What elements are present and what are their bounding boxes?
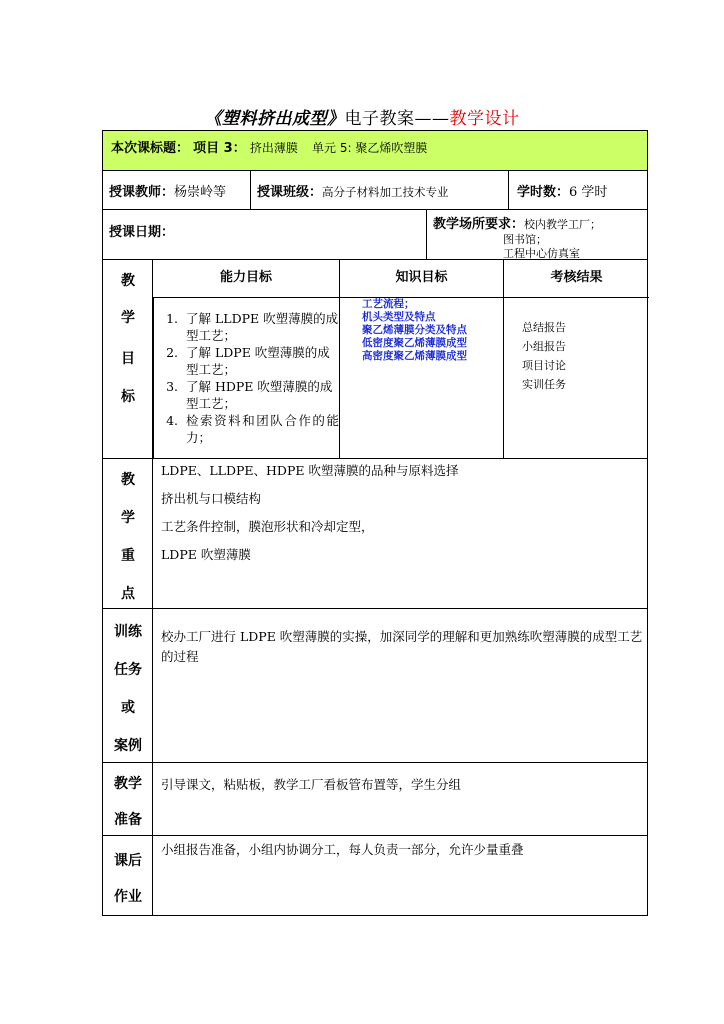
side-char: 学	[121, 510, 135, 526]
title-course: 《塑料挤出成型》	[204, 109, 345, 129]
side-char: 标	[121, 389, 135, 405]
venue-label: 教学场所要求：	[433, 217, 525, 232]
hours-label: 学时数：	[517, 185, 570, 200]
ability-list	[154, 310, 339, 446]
page-title	[0, 104, 724, 129]
venue-item: 校内教学工厂；	[524, 218, 602, 231]
side-char: 点	[121, 586, 135, 602]
key-point-item: 工艺条件控制，膜泡形状和冷却定型，	[161, 519, 374, 534]
lesson-title-row	[103, 131, 647, 171]
assessment-header: 考核结果	[550, 270, 603, 285]
homework-row	[103, 836, 647, 916]
teacher-row	[103, 171, 647, 210]
ability-item: 2. 了解 LDPE 吹塑薄膜的成型工艺；	[182, 344, 339, 378]
knowledge-cell	[340, 298, 504, 459]
teacher-value: 杨崇岭等	[174, 185, 227, 200]
key-point-item: LDPE 吹塑薄膜	[161, 547, 251, 562]
assessment-item: 项目讨论	[522, 359, 566, 372]
side-char: 课后	[114, 853, 142, 869]
assessment-cell	[504, 298, 649, 459]
key-point-item: 挤出机与口模结构	[161, 491, 262, 506]
key-points-row	[103, 459, 647, 609]
venue-cell	[427, 210, 649, 259]
preparation-text: 引导课文，粘贴板，教学工厂看板管布置等，学生分组	[161, 777, 462, 792]
assessment-item: 小组报告	[522, 340, 566, 353]
venue-item: 工程中心仿真室	[503, 247, 580, 260]
homework-side-label	[103, 836, 153, 916]
side-char: 学	[121, 310, 135, 326]
training-side-label	[103, 609, 153, 762]
lesson-label: 本次课标题：	[111, 141, 190, 156]
side-char: 案例	[114, 738, 142, 754]
homework-text: 小组报告准备，小组内协调分工，每人负责一部分，允许少量重叠	[161, 842, 524, 857]
side-char: 训练	[114, 624, 142, 640]
key-point-item: LDPE、LLDPE、HDPE 吹塑薄膜的品种与原料选择	[161, 463, 459, 478]
side-char: 教	[121, 273, 135, 289]
class-value: 高分子材料加工技术专业	[322, 185, 449, 199]
date-row	[103, 210, 647, 260]
title-highlight: 教学设计	[449, 109, 520, 129]
knowledge-item: 工艺流程；	[362, 298, 415, 310]
class-cell	[251, 171, 509, 209]
unit-value: 单元 5: 聚乙烯吹塑膜	[312, 141, 428, 155]
ability-cell	[153, 298, 340, 459]
venue-item: 图书馆；	[503, 233, 547, 246]
side-char: 准备	[114, 812, 142, 828]
date-label: 授课日期：	[109, 225, 175, 240]
side-char: 重	[121, 548, 135, 564]
side-char: 教学	[114, 776, 142, 792]
project-value: 挤出薄膜	[249, 141, 298, 155]
title-middle: 电子教案——	[344, 109, 450, 129]
preparation-side-label	[103, 763, 153, 835]
knowledge-header: 知识目标	[340, 260, 504, 297]
date-cell	[103, 210, 427, 259]
assessment-item: 总结报告	[522, 321, 566, 334]
side-char: 或	[121, 700, 135, 716]
ability-item: 4. 检索资料和团队合作的能力；	[182, 412, 339, 446]
teacher-cell	[103, 171, 251, 209]
ability-item: 3. 了解 HDPE 吹塑薄膜的成型工艺；	[182, 378, 339, 412]
hours-cell	[509, 171, 649, 209]
knowledge-item: 低密度聚乙烯薄膜成型	[362, 337, 467, 349]
lesson-plan-table	[102, 130, 648, 916]
training-row	[103, 609, 647, 763]
ability-header: 能力目标	[153, 260, 340, 297]
objectives-header	[153, 260, 649, 298]
knowledge-item: 机头类型及特点	[362, 311, 436, 323]
knowledge-item: 聚乙烯薄膜分类及特点	[362, 324, 467, 336]
assessment-item: 实训任务	[522, 378, 566, 391]
project-label: 项目 3：	[193, 141, 246, 156]
ability-item: 1. 了解 LLDPE 吹塑薄膜的成型工艺；	[182, 310, 339, 344]
objectives-side-label	[103, 260, 153, 458]
side-char: 教	[121, 472, 135, 488]
preparation-row	[103, 763, 647, 836]
class-label: 授课班级：	[257, 185, 323, 200]
hours-value: 6 学时	[569, 185, 608, 200]
side-char: 目	[121, 351, 135, 367]
side-char: 任务	[114, 662, 142, 678]
training-text: 校办工厂进行 LDPE 吹塑薄膜的实操，加深同学的理解和更加熟练吹塑薄膜的成型工艺的过程	[161, 629, 643, 664]
key-points-side-label	[103, 459, 153, 608]
teacher-label: 授课教师：	[109, 185, 175, 200]
side-char: 作业	[114, 889, 142, 905]
objectives-row	[103, 260, 647, 459]
knowledge-item: 高密度聚乙烯薄膜成型	[362, 350, 467, 362]
